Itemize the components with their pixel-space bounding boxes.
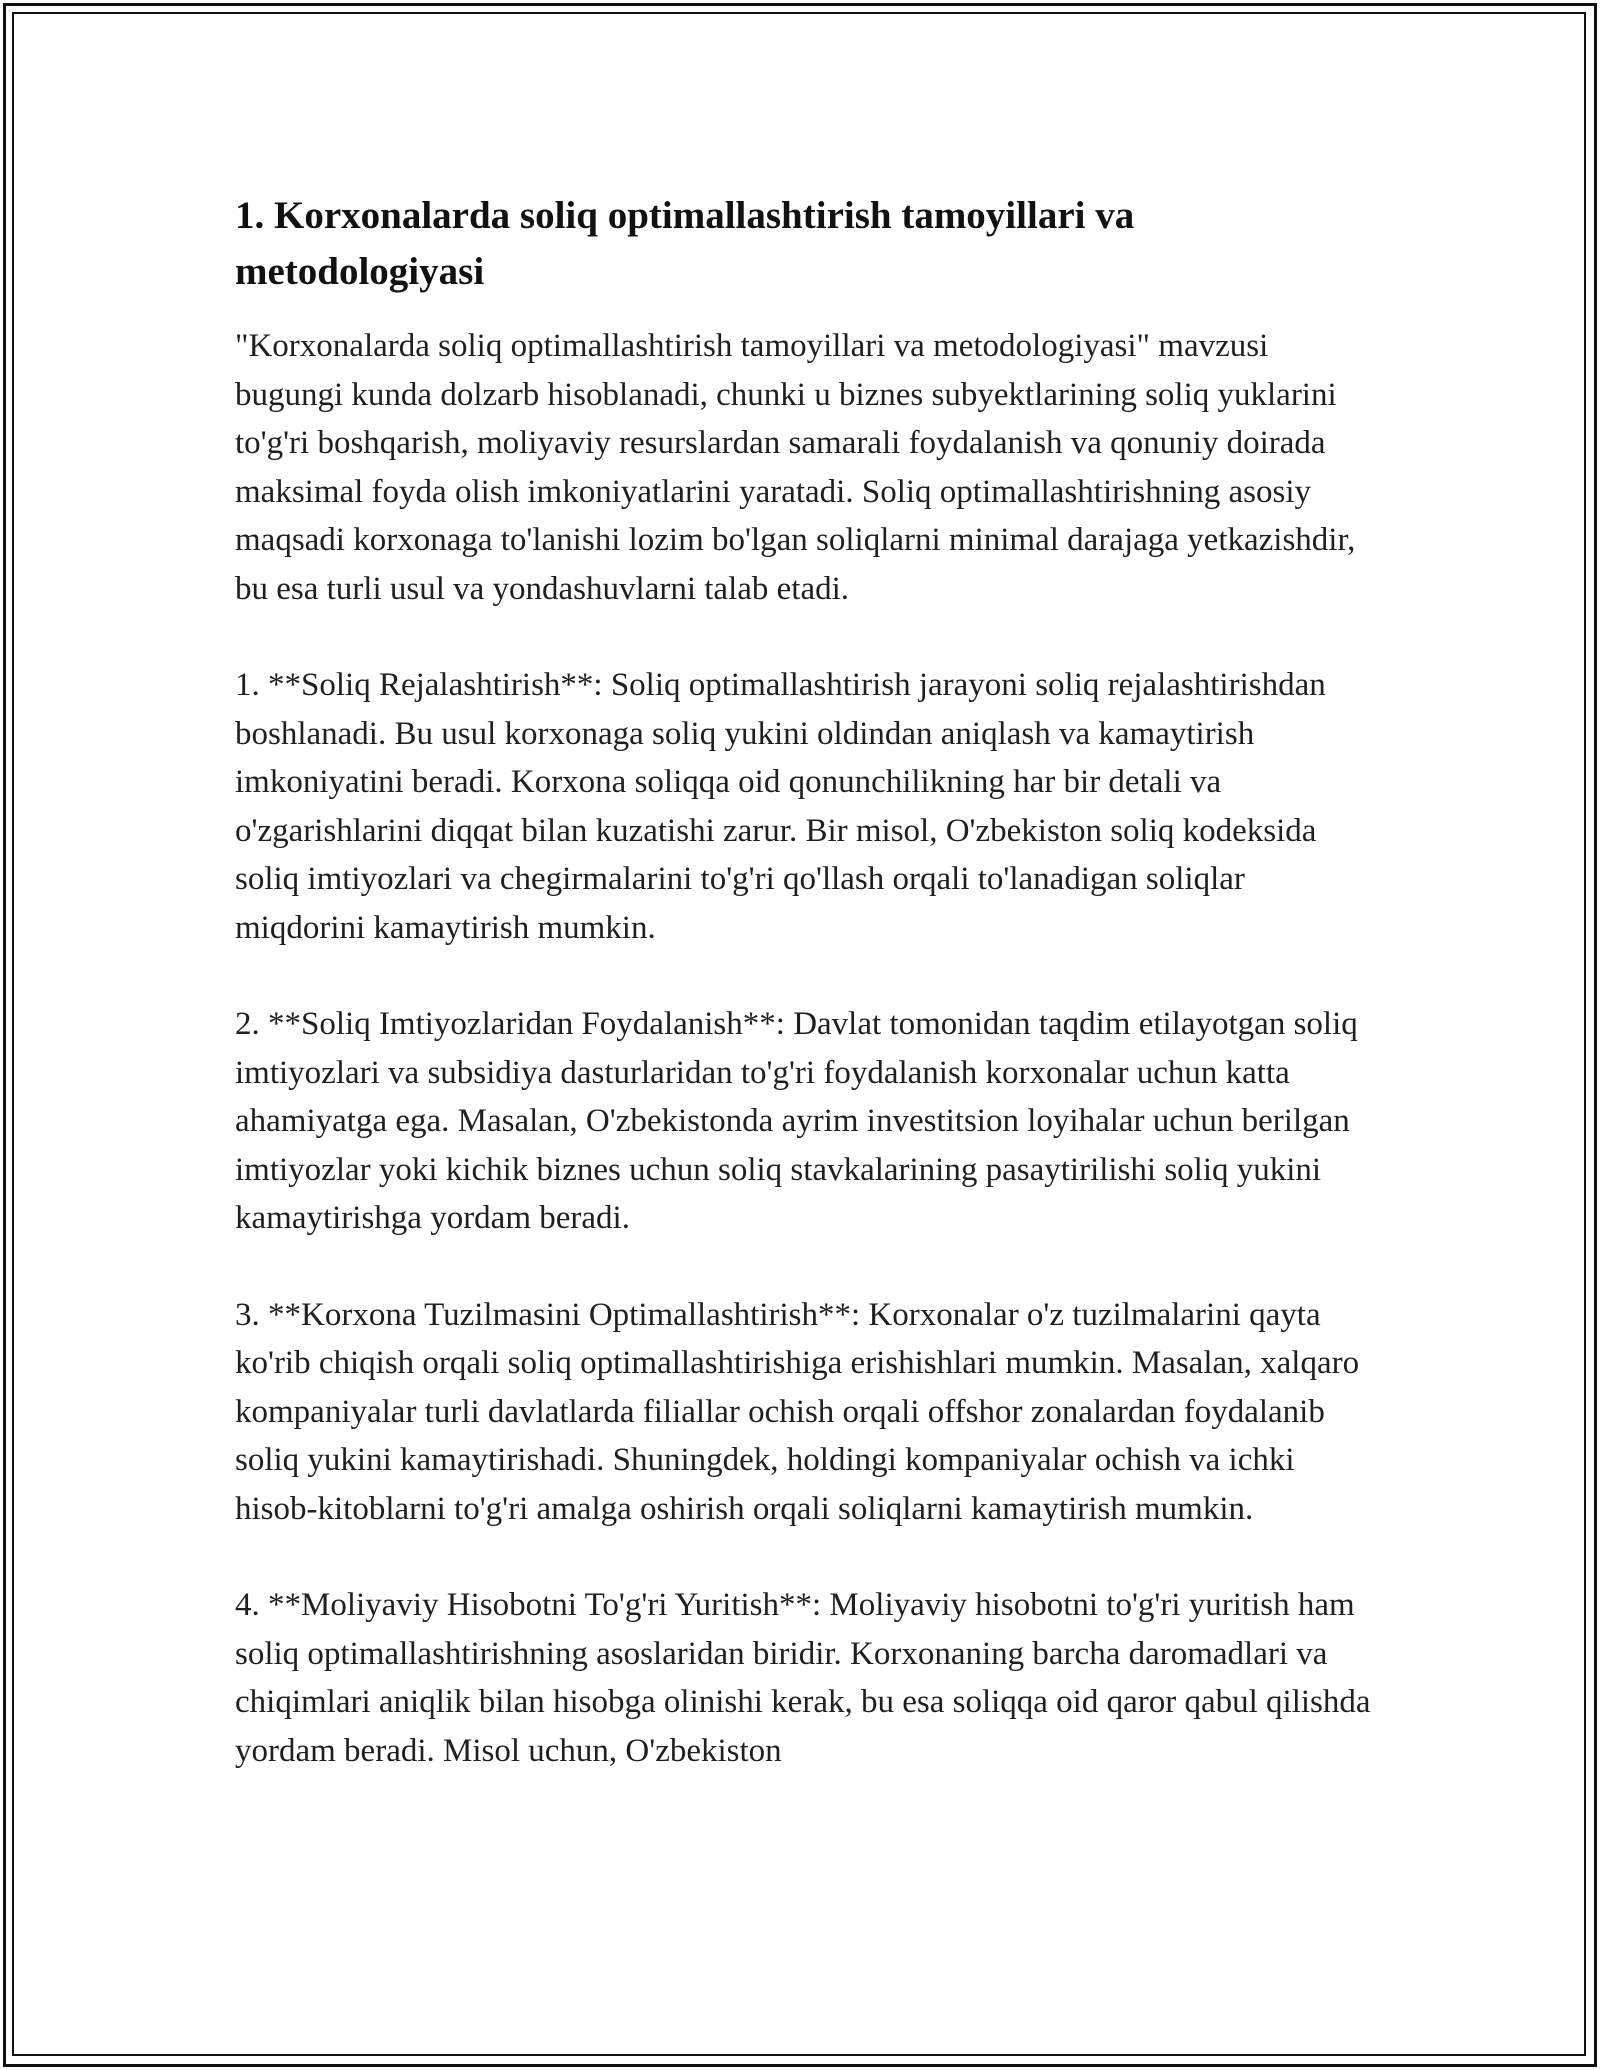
paragraph-tax-benefits: 2. **Soliq Imtiyozlaridan Foydalanish**: Davlat tomonidan taqdim etilayotgan soliq imtiyozlari va subsidiya dasturlaridan to'g'ri foydalanish korxonalar uchun katta ahamiyatga ega. Masalan, O'zbekistonda ayrim investitsion loyihalar uchun berilgan imtiyozlar yoki kichik biznes uchun soliq stavkalarining pasaytirilishi soliq yukini kamaytirishga yordam beradi. <box>235 1006 1358 1236</box>
paragraph-financial-reporting: 4. **Moliyaviy Hisobotni To'g'ri Yuritish**: Moliyaviy hisobotni to'g'ri yuritish ham soliq optimallashtirishning asoslaridan biridir. Korxonaning barcha daromadlari va chiqimlari aniqlik bilan hisobga olinishi kerak, bu esa soliqqa oid qaror qabul qilishda yordam beradi. Misol uchun, O'zbekiston <box>235 1587 1371 1769</box>
document-title: 1. Korxonalarda soliq optimallashtirish tamoyillari va metodologiyasi <box>235 194 1135 293</box>
paragraph-structure-optimization: 3. **Korxona Tuzilmasini Optimallashtirish**: Korxonalar o'z tuzilmalarini qayta ko'rib chiqish orqali soliq optimallashtirishiga erishishlari mumkin. Masalan, xalqaro kompaniyalar turli davlatlarda filiallar ochish orqali offshor zonalardan foydalanib soliq yukini kamaytirishadi. Shuningdek, holdingi kompaniyalar ochish va ichki hisob-kitoblarni to'g'ri amalga oshirish orqali soliqlarni kamaytirish mumkin. <box>235 1296 1360 1527</box>
intro-paragraph: "Korxonalarda soliq optimallashtirish tamoyillari va metodologiyasi" mavzusi bugungi kunda dolzarb hisoblanadi, chunki u biznes subyektlarining soliq yuklarini to'g'ri boshqarish, moliyaviy resurslardan samarali foydalanish va qonuniy doirada maksimal foyda olish imkoniyatlarini yaratadi. Soliq optimallashtirishning asosiy maqsadi korxonaga to'lanishi lozim bo'lgan soliqlarni minimal darajaga yetkazishdir, bu esa turli usul va yondashuvlarni talab etadi. <box>235 328 1356 607</box>
paragraph-tax-planning: 1. **Soliq Rejalashtirish**: Soliq optimallashtirish jarayoni soliq rejalashtirishdan boshlanadi. Bu usul korxonaga soliq yukini oldindan aniqlash va kamaytirish imkoniyatini beradi. Korxona soliqqa oid qonunchilikning har bir detali va o'zgarishlarini diqqat bilan kuzatishi zarur. Bir misol, O'zbekiston soliq kodeksida soliq imtiyozlari va chegirmalarini to'g'ri qo'llash orqali to'lanadigan soliqlar miqdorini kamaytirish mumkin. <box>235 667 1326 946</box>
document-page <box>235 188 1375 1775</box>
